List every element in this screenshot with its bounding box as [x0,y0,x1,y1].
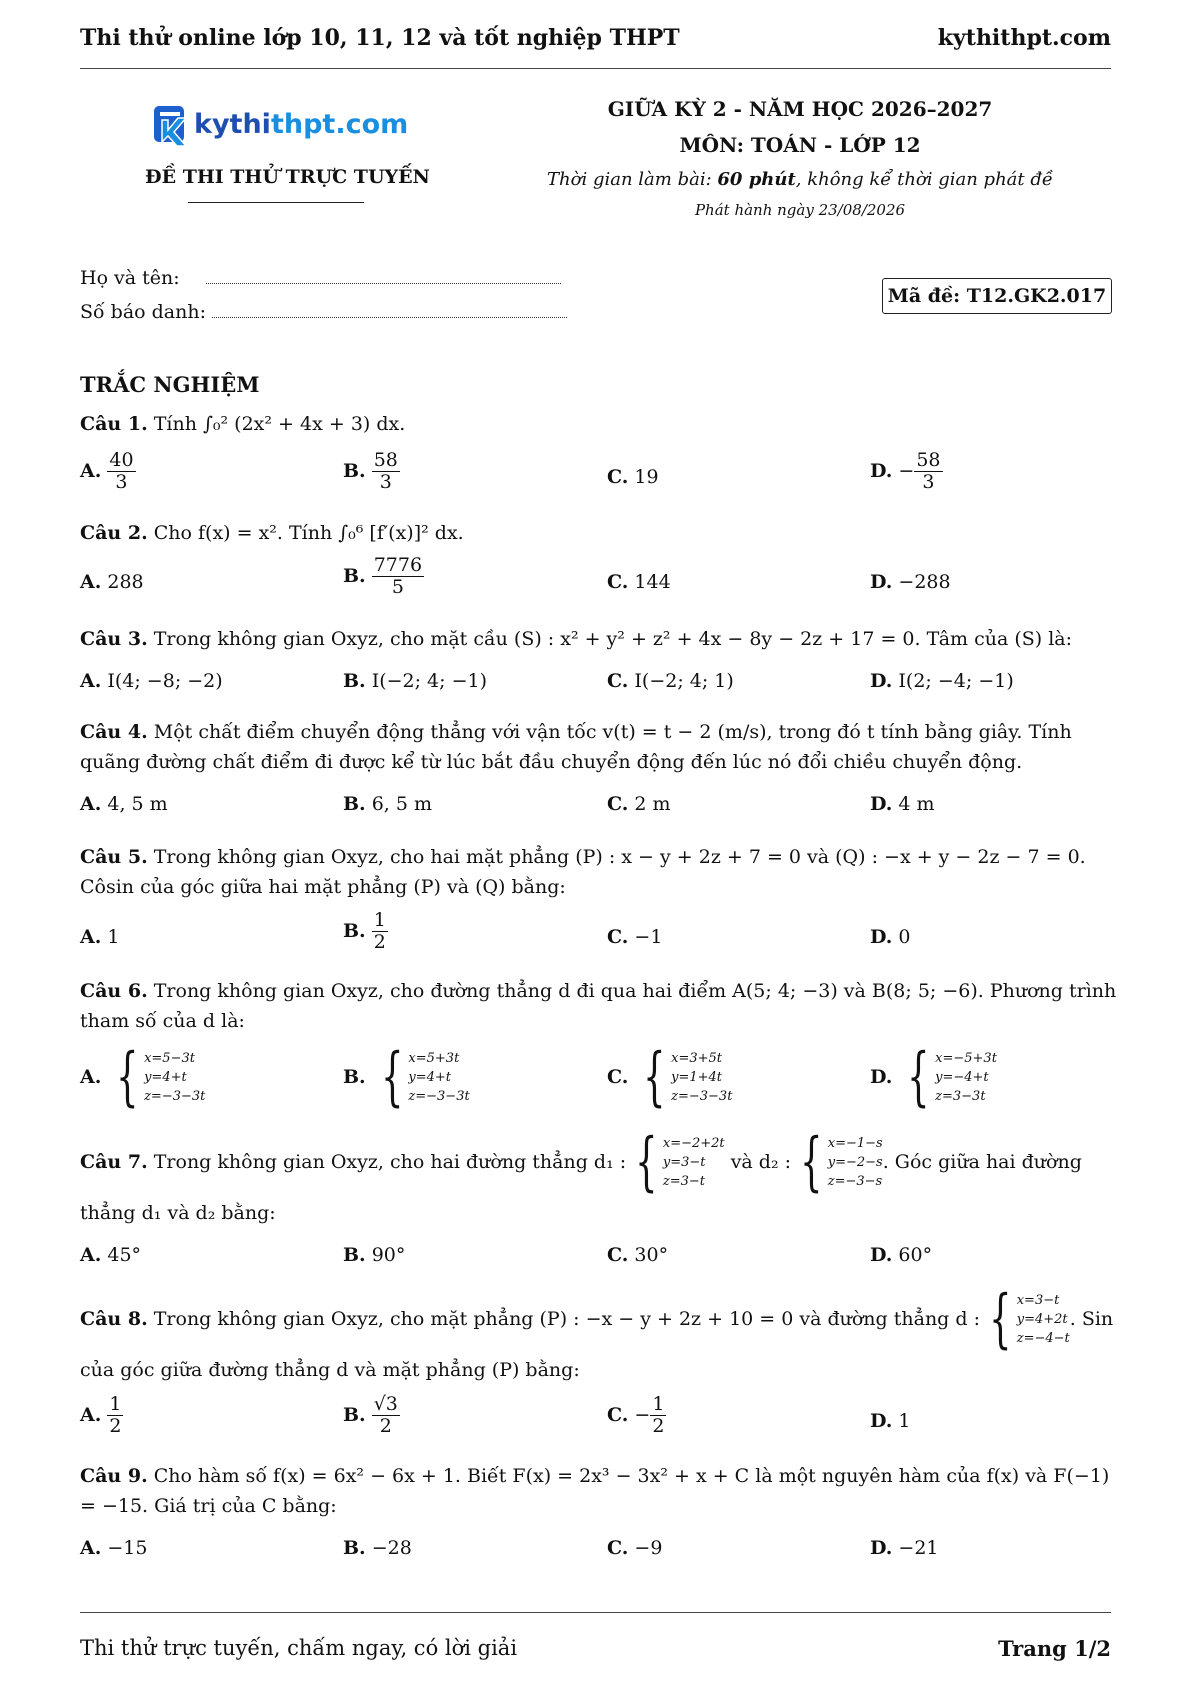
answers-6 [80,1040,1120,1114]
answer-b[interactable]: B. { x=5+3t y=4+t z=−3−3t [343,1040,470,1114]
question-8: Câu 8. Trong không gian Oxyz, cho mặt phẳng (P) : −x − y + 2z + 10 = 0 và đường thẳng d : { x=3−t y=4+2t z=−4−t . Sin [80,1282,1114,1356]
site-logo [152,102,408,146]
answer-a[interactable]: A. 4, 5 m [80,793,168,815]
header-title: Thi thử online lớp 10, 11, 12 và tốt nghiệp THPT [80,25,680,51]
answer-c[interactable]: C. −1 [607,926,663,948]
answer-d[interactable]: D. −21 [870,1537,939,1559]
name-field[interactable] [206,265,561,284]
answer-c[interactable]: C. 19 [607,466,659,488]
name-row [80,265,561,289]
logo-text-2: thpt.com [270,108,409,140]
question-text: Tính ∫₀² (2x² + 4x + 3) dx. [153,413,406,435]
id-row [80,299,567,323]
question-text: Trong không gian Oxyz, cho mặt cầu (S) : x² + y² + z² + 4x − 8y − 2z + 17 = 0. Tâm của (S) là: [153,628,1073,650]
subtitle: ĐỀ THI THỬ TRỰC TUYẾN [145,166,430,188]
answer-b[interactable]: B. $\frac{√3}{2}$ [343,1393,398,1437]
logo-icon [152,102,194,146]
answer-c[interactable]: C. 144 [607,571,671,593]
question-6: Câu 6. Trong không gian Oxyz, cho đường thẳng d đi qua hai điểm A(5; 4; −3) và B(8; 5; −6). Phương trình tham số của d là: [80,980,1117,1032]
answer-a[interactable]: A. I(4; −8; −2) [80,670,223,692]
exam-subject: MÔN: TOÁN - LỚP 12 [679,133,921,157]
answer-c[interactable]: C. 2 m [607,793,671,815]
answer-d[interactable]: D. I(2; −4; −1) [870,670,1014,692]
answers-3 [80,670,1120,700]
answer-c[interactable]: C. 30° [607,1244,669,1266]
question-8-cont: của góc giữa đường thẳng d và mặt phẳng (P) bằng: [80,1359,580,1381]
answer-a[interactable]: A. { x=5−3t y=4+t z=−3−3t [80,1040,206,1114]
answer-a[interactable]: A. 288 [80,571,144,593]
name-label: Họ và tên: [80,267,180,289]
answer-c[interactable]: C. −9 [607,1537,663,1559]
answers-2 [80,555,1120,613]
answer-d[interactable]: D. 1 [870,1410,911,1432]
answer-c[interactable]: C. I(−2; 4; 1) [607,670,734,692]
question-5: Câu 5. Trong không gian Oxyz, cho hai mặt phẳng (P) : x − y + 2z + 7 = 0 và (Q) : −x + y − 2z − 7 = 0. Côsin của góc giữa hai mặt phẳng (P) và (Q) bằng: [80,846,1086,898]
answer-b[interactable]: B. −28 [343,1537,412,1559]
question-text: Trong không gian Oxyz, cho đường thẳng d đi qua hai điểm A(5; 4; −3) và B(8; 5; −6). Phương trình tham số của d là: [80,980,1117,1032]
question-7: Câu 7. Trong không gian Oxyz, cho hai đường thẳng d₁ : { x=−2+2t y=3−t z=3−t và d₂ : { x=−1−s y=−2−s z=−3−s . Góc giữa hai đường [80,1125,1082,1199]
page-header [80,22,1111,54]
answer-b[interactable]: B. 90° [343,1244,406,1266]
id-field[interactable] [212,299,567,318]
answer-d[interactable]: D. { x=−5+3t y=−4+t z=3−3t [870,1040,997,1114]
question-7-cont: thẳng d₁ và d₂ bằng: [80,1202,276,1224]
exam-title: GIỮA KỲ 2 - NĂM HỌC 2026–2027 [607,97,993,121]
page-number: Trang 1/2 [998,1636,1111,1661]
subtitle-underline [188,202,364,203]
question-3: Câu 3. Trong không gian Oxyz, cho mặt cầu (S) : x² + y² + z² + 4x − 8y − 2z + 17 = 0. Tâm của (S) là: [80,628,1073,650]
answers-9 [80,1537,1120,1567]
question-1: Câu 1. Tính ∫₀² (2x² + 4x + 3) dx. [80,413,406,435]
logo-text-1: kythi [194,108,271,140]
answer-c[interactable]: C. { x=3+5t y=1+4t z=−3−3t [607,1040,733,1114]
answer-a[interactable]: A. $\frac{1}{2}$ [80,1393,122,1437]
answer-b[interactable]: B. $\frac{7776}{5}$ [343,554,423,598]
answer-a[interactable]: A. 45° [80,1244,142,1266]
question-text: Một chất điểm chuyển động thẳng với vận tốc v(t) = t − 2 (m/s), trong đó t tính bằng giây. Tính quãng đường chất điểm đi được kể từ lúc bắt đầu chuyển động đến lúc nó đổi chiều chuyển động. [80,721,1072,773]
footer-divider [80,1612,1111,1613]
answer-d[interactable]: D. − $\frac{58}{3}$ [870,449,941,493]
answer-d[interactable]: D. 0 [870,926,911,948]
question-text: Cho hàm số f(x) = 6x² − 6x + 1. Biết F(x) = 2x³ − 3x² + x + C là một nguyên hàm của f(x) và F(−1) = −15. Giá trị của C bằng: [80,1465,1110,1517]
section-title: TRẮC NGHIỆM [80,372,260,397]
answer-c[interactable]: C. − $\frac{1}{2}$ [607,1393,665,1437]
header-divider [80,68,1111,69]
answer-b[interactable]: B. I(−2; 4; −1) [343,670,488,692]
question-4: Câu 4. Một chất điểm chuyển động thẳng với vận tốc v(t) = t − 2 (m/s), trong đó t tính bằng giây. Tính quãng đường chất điểm đi được kể từ lúc bắt đầu chuyển động đến lúc nó đổi chiều chuyển động. [80,721,1072,773]
answer-b[interactable]: B. 6, 5 m [343,793,432,815]
footer-text: Thi thử trực tuyến, chấm ngay, có lời giải [80,1636,518,1660]
question-text: Cho f(x) = x². Tính ∫₀⁶ [f′(x)]² dx. [153,522,464,544]
exam-code-box: Mã đề: T12.GK2.017 [882,278,1112,314]
exam-date: Phát hành ngày 23/08/2026 [694,201,906,219]
answer-a[interactable]: A. 1 [80,926,120,948]
exam-time: Thời gian làm bài: 60 phút, không kể thời gian phát đề [547,169,1053,190]
header-site: kythithpt.com [937,25,1111,51]
answers-8 [80,1394,1120,1452]
answers-1 [80,450,1120,508]
id-label: Số báo danh: [80,301,207,323]
answer-d[interactable]: D. 4 m [870,793,935,815]
answer-d[interactable]: D. −288 [870,571,951,593]
question-2: Câu 2. Cho f(x) = x². Tính ∫₀⁶ [f′(x)]² dx. [80,522,464,544]
answer-a[interactable]: A. $\frac{40}{3}$ [80,449,134,493]
question-9: Câu 9. Cho hàm số f(x) = 6x² − 6x + 1. Biết F(x) = 2x³ − 3x² + x + C là một nguyên hàm của f(x) và F(−1) = −15. Giá trị của C bằng: [80,1465,1110,1517]
answers-5 [80,910,1120,968]
answer-d[interactable]: D. 60° [870,1244,933,1266]
question-text: Trong không gian Oxyz, cho hai mặt phẳng (P) : x − y + 2z + 7 = 0 và (Q) : −x + y − 2z − 7 = 0. Côsin của góc giữa hai mặt phẳng (P) và (Q) bằng: [80,846,1086,898]
answer-b[interactable]: B. $\frac{58}{3}$ [343,449,398,493]
answer-a[interactable]: A. −15 [80,1537,148,1559]
page-footer [80,1636,1111,1661]
answers-7 [80,1244,1120,1274]
answers-4 [80,793,1120,823]
answer-b[interactable]: B. $\frac{1}{2}$ [343,909,386,953]
exam-header [540,97,1060,219]
